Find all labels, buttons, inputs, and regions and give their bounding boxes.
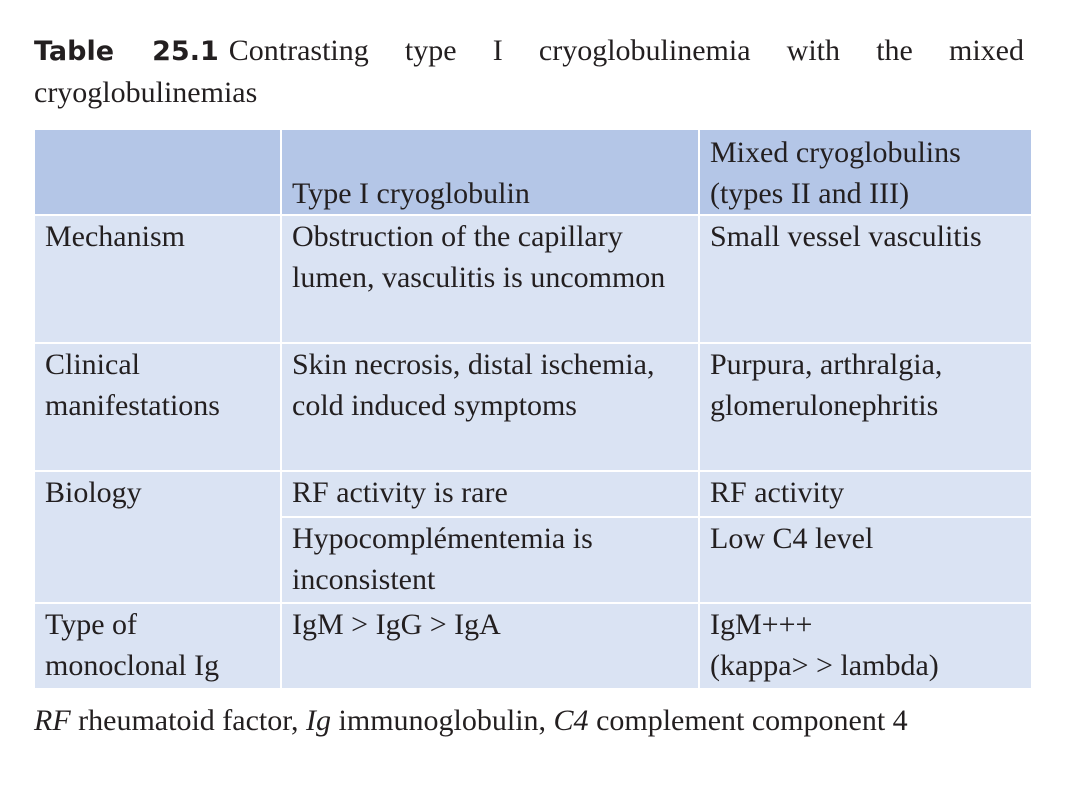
comparison-table — [33, 128, 1033, 690]
header-empty-cell — [34, 129, 281, 215]
row-label: Mechanism — [34, 215, 281, 343]
header-mixed-line1: Mixed cryoglobulins — [710, 136, 961, 169]
table-row-ig-type — [34, 603, 1032, 689]
def-c4: complement component 4 — [588, 704, 908, 737]
cell-type1: IgM > IgG > IgA — [281, 603, 699, 689]
cell-type1: Hypocomplémentemia is inconsistent — [281, 517, 699, 603]
header-mixed-line2: (types II and III) — [710, 177, 910, 210]
cell-type1: Obstruction of the capillary lumen, vasculitis is uncommon — [281, 215, 699, 343]
cell-mixed: Low C4 level — [699, 517, 1032, 603]
abbr-ig: Ig — [306, 704, 332, 737]
table-caption — [34, 30, 1024, 113]
header-type1: Type I cryoglobulin — [281, 129, 699, 215]
cell-mixed: Small vessel vasculitis — [699, 215, 1032, 343]
header-mixed — [699, 129, 1032, 215]
table-footnote — [34, 700, 1024, 741]
table-row-clinical — [34, 343, 1032, 471]
row-label: Type of monoclonal Ig — [34, 603, 281, 689]
table-label: Table 25.1 — [34, 36, 219, 67]
abbr-rf: RF — [34, 704, 71, 737]
cell-mixed: RF activity — [699, 471, 1032, 517]
abbr-c4: C4 — [553, 704, 589, 737]
cell-mixed-line1: IgM+++ — [710, 608, 813, 641]
cell-mixed — [699, 603, 1032, 689]
def-rf: rheumatoid factor, — [70, 704, 307, 737]
cell-mixed-line2: (kappa> > lambda) — [710, 649, 939, 682]
table-row-biology — [34, 471, 1032, 517]
cell-type1: Skin necrosis, distal ischemia, cold induced symptoms — [281, 343, 699, 471]
table-row-mechanism — [34, 215, 1032, 343]
cell-type1: RF activity is rare — [281, 471, 699, 517]
table-title: Contrasting type I cryoglobulinemia with the mixed cryoglobulinemias — [34, 34, 1024, 109]
row-label: Biology — [34, 471, 281, 603]
cell-mixed: Purpura, arthralgia, glomerulonephritis — [699, 343, 1032, 471]
def-ig: immunoglobulin, — [331, 704, 554, 737]
table-header-row — [34, 129, 1032, 215]
row-label: Clinical manifestations — [34, 343, 281, 471]
